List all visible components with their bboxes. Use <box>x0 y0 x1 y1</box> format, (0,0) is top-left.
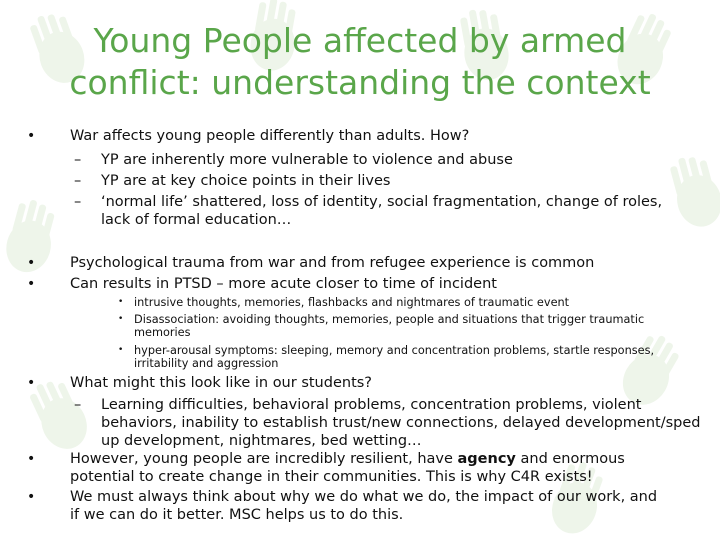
title-line-2: conflict: understanding the context <box>69 63 651 102</box>
dash-icon: – <box>74 152 82 168</box>
sub-bullet-learning-cont-2: up development, nightmares, bed wetting… <box>101 433 422 449</box>
resilient-text-pre: However, young people are incredibly resilient, have <box>70 451 458 467</box>
sub-bullet-normal-life-cont: lack of formal education… <box>101 212 292 228</box>
sub-bullet-vulnerable: YP are inherently more vulnerable to violence and abuse <box>101 152 513 168</box>
ptsd-disassociation-cont: memories <box>134 326 191 339</box>
bullet-psych-trauma: Psychological trauma from war and from refugee experience is common <box>70 255 595 271</box>
dash-icon: – <box>74 194 82 210</box>
small-bullet-icon: • <box>118 314 124 324</box>
bullet-resilient-cont: potential to create change in their communities. This is why C4R exists! <box>70 469 593 485</box>
small-bullet-icon: • <box>118 345 124 355</box>
bullet-ptsd: Can results in PTSD – more acute closer to time of incident <box>70 276 497 292</box>
agency-bold: agency <box>457 451 516 467</box>
sub-bullet-learning-cont-1: behaviors, inability to establish trust/new connections, delayed development/sped <box>101 415 701 431</box>
bullet-icon: • <box>27 255 36 271</box>
bullet-students: What might this look like in our students? <box>70 375 373 391</box>
dash-icon: – <box>74 397 82 413</box>
dash-icon: – <box>74 173 82 189</box>
ptsd-hyper-arousal: hyper-arousal symptoms: sleeping, memory and concentration problems, startle responses, <box>134 344 655 357</box>
bullet-icon: • <box>27 128 36 144</box>
ptsd-hyper-arousal-cont: irritability and aggression <box>134 357 279 370</box>
bullet-icon: • <box>27 451 36 467</box>
bullet-icon: • <box>27 375 36 391</box>
bullet-icon: • <box>27 276 36 292</box>
bullet-resilient <box>70 449 625 469</box>
ptsd-intrusive: intrusive thoughts, memories, flashbacks and nightmares of traumatic event <box>134 296 570 309</box>
bullet-msc-cont: if we can do it better. MSC helps us to do this. <box>70 507 404 523</box>
slide-title <box>40 20 680 104</box>
bullet-msc: We must always think about why we do what we do, the impact of our work, and <box>70 489 658 505</box>
sub-bullet-learning: Learning difficulties, behavioral problems, concentration problems, violent <box>101 397 642 413</box>
resilient-text-post: and enormous <box>515 451 625 467</box>
bullet-icon: • <box>27 489 36 505</box>
bullet-war-affects: War affects young people differently than adults. How? <box>70 128 470 144</box>
ptsd-disassociation: Disassociation: avoiding thoughts, memories, people and situations that trigger traumatic <box>134 313 645 326</box>
sub-bullet-normal-life: ‘normal life’ shattered, loss of identity, social fragmentation, change of roles, <box>101 194 663 210</box>
sub-bullet-choice-points: YP are at key choice points in their lives <box>101 173 391 189</box>
small-bullet-icon: • <box>118 297 124 307</box>
title-line-1: Young People affected by armed <box>93 21 627 60</box>
